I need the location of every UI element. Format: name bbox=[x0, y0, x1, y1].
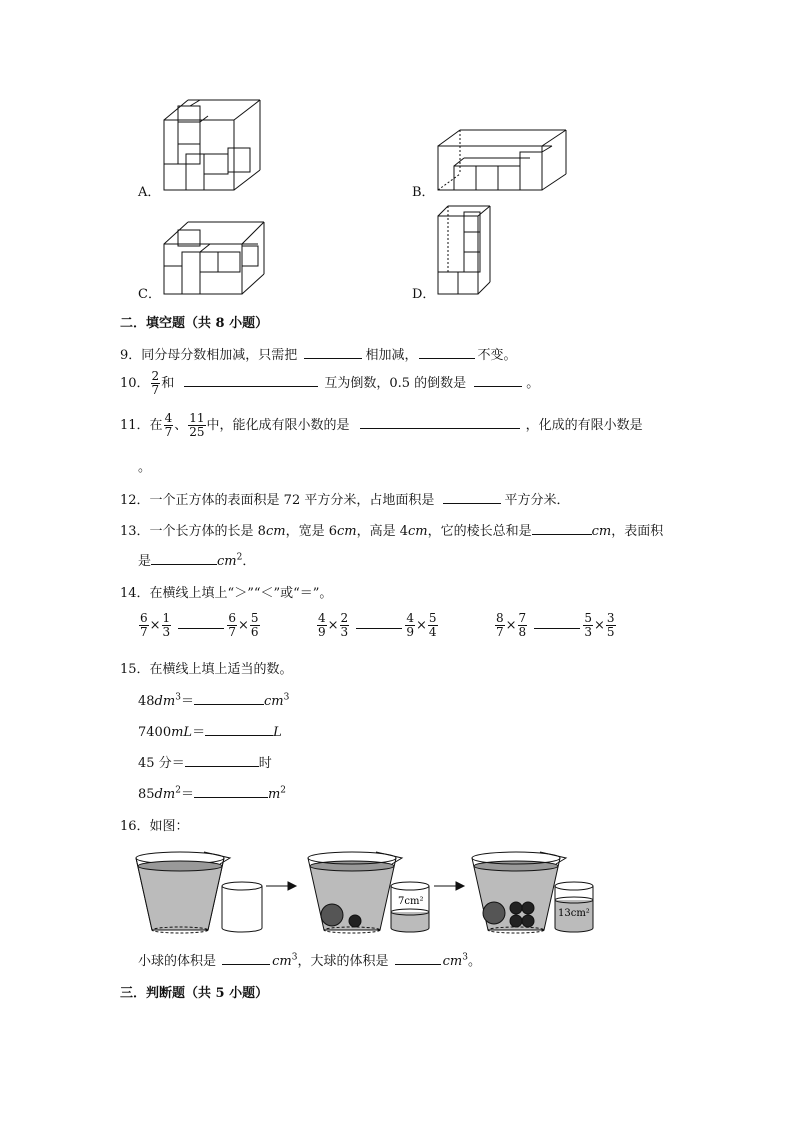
q16-beaker-diagram bbox=[134, 842, 604, 936]
q13-blank-1[interactable] bbox=[532, 522, 592, 535]
figure-option-a bbox=[160, 96, 270, 192]
q13-number: 13． bbox=[120, 524, 150, 539]
q14-group-1: $\frac{6}{7}$ × $\frac{1}{3}$ $\frac{6}{7}$ × $\frac{5}{6}$ bbox=[140, 611, 259, 639]
question-16 bbox=[120, 815, 189, 834]
q16-text: 如图： bbox=[149, 819, 189, 834]
q9-blank-2[interactable] bbox=[419, 346, 475, 359]
q16-blank-2[interactable] bbox=[395, 952, 441, 965]
question-15 bbox=[120, 658, 293, 677]
question-10 bbox=[120, 370, 539, 397]
option-b-label: B． bbox=[412, 185, 435, 200]
q9-blank-1[interactable] bbox=[304, 346, 362, 359]
q13-unit-sup: 2 bbox=[236, 552, 243, 563]
figure-option-c bbox=[160, 218, 268, 296]
q9-text-3: 不变。 bbox=[477, 348, 517, 363]
q10-text-2: 互为倒数，0.5 的倒数是 bbox=[324, 376, 467, 391]
q15-blank-3[interactable] bbox=[185, 754, 259, 767]
section-3-title: 三．判断题（共 5 小题） bbox=[120, 986, 269, 1001]
figure-option-d bbox=[434, 202, 494, 296]
q11-fraction-2: $\frac{11}{25}$ bbox=[189, 411, 205, 439]
q15-blank-4[interactable] bbox=[194, 785, 268, 798]
q11-blank-1[interactable] bbox=[360, 416, 520, 429]
q12-blank[interactable] bbox=[443, 491, 501, 504]
q13-text-5: ，表面积 bbox=[611, 524, 664, 539]
q16-text-2: ，大球的体积是 bbox=[297, 954, 389, 969]
q16-unit-2: cm bbox=[442, 954, 463, 969]
q16-end: 。 bbox=[468, 954, 482, 969]
q13-text-1: 一个长方体的长是 8 bbox=[149, 524, 266, 539]
option-a-label: A． bbox=[138, 185, 161, 200]
q16-answer bbox=[138, 950, 481, 969]
q16-blank-1[interactable] bbox=[222, 952, 270, 965]
q11-text-1: 在 bbox=[149, 418, 163, 433]
q13-text-3: ，高是 4 bbox=[356, 524, 408, 539]
q15-item-2: 7400mL＝ L bbox=[138, 725, 282, 740]
q14-group-2: $\frac{4}{9}$ × $\frac{2}{3}$ $\frac{4}{9}$ × $\frac{5}{4}$ bbox=[318, 611, 437, 639]
section-2-title: 二．填空题（共 8 小题） bbox=[120, 316, 269, 331]
q14-blank-1[interactable] bbox=[178, 616, 224, 629]
q13-text-4: ，它的棱长总和是 bbox=[427, 524, 532, 539]
q15-item-1: $48dm^3= cm^3$ bbox=[138, 692, 290, 709]
q15-item-3: 45 分＝ 时 bbox=[138, 756, 272, 771]
q12-text-2: 平方分米． bbox=[504, 493, 570, 508]
q11-fraction-1: $\frac{4}{7}$ bbox=[164, 411, 173, 439]
question-11 bbox=[120, 412, 643, 439]
q10-blank-1[interactable] bbox=[184, 374, 318, 387]
q9-text-2: 相加减， bbox=[365, 348, 418, 363]
q14-blank-3[interactable] bbox=[534, 616, 580, 629]
option-c-label: C． bbox=[138, 287, 161, 302]
q16-unit-1-sup: 3 bbox=[291, 952, 298, 963]
q14-group-3: $\frac{8}{7}$ × $\frac{7}{8}$ $\frac{5}{3}$ × $\frac{3}{5}$ bbox=[496, 611, 615, 639]
q16-text-1: 小球的体积是 bbox=[138, 954, 217, 969]
q11-text-4: 。 bbox=[138, 460, 152, 475]
q13-blank-2[interactable] bbox=[151, 552, 217, 565]
q12-text-1: 一个正方体的表面积是 72 平方分米，占地面积是 bbox=[149, 493, 435, 508]
q10-blank-2[interactable] bbox=[474, 374, 522, 387]
q13-text-7: ． bbox=[242, 554, 256, 569]
q10-text-3: 。 bbox=[526, 376, 540, 391]
q11-continuation bbox=[138, 456, 151, 475]
q15-blank-1[interactable] bbox=[194, 692, 264, 705]
q10-fraction: $\frac{2}{7}$ bbox=[151, 369, 160, 397]
cup2-label: 7cm² bbox=[398, 896, 424, 907]
q14-blank-2[interactable] bbox=[356, 616, 402, 629]
q14-text: 在横线上填上“＞”“＜”或“＝”。 bbox=[149, 586, 333, 601]
question-12 bbox=[120, 489, 570, 508]
q15-item-4: $85dm^2= m^2$ bbox=[138, 785, 287, 802]
figure-option-b bbox=[434, 126, 570, 192]
cup3-label: 13cm² bbox=[558, 908, 590, 919]
q11-text-3: ，化成的有限小数是 bbox=[525, 418, 643, 433]
question-13 bbox=[120, 520, 663, 539]
q11-number: 11． bbox=[120, 418, 150, 433]
q11-text-2: 中，能化成有限小数的是 bbox=[206, 418, 350, 433]
q15-blank-2[interactable] bbox=[205, 723, 273, 736]
q10-text-1: 和 bbox=[161, 376, 175, 391]
q14-number: 14． bbox=[120, 586, 150, 601]
q15-text: 在横线上填上适当的数。 bbox=[149, 662, 293, 677]
q10-number: 10． bbox=[120, 376, 150, 391]
q13-text-2: ，宽是 6 bbox=[285, 524, 337, 539]
q16-unit-1: cm bbox=[272, 954, 292, 969]
q9-text-1: 同分母分数相加减，只需把 bbox=[141, 348, 298, 363]
question-9 bbox=[120, 344, 516, 363]
q13-unit-height: cm bbox=[407, 524, 428, 539]
option-d-label: D． bbox=[412, 287, 436, 302]
q16-number: 16． bbox=[120, 819, 150, 834]
q13-unit-1: cm bbox=[591, 524, 612, 539]
q11-separator: 、 bbox=[174, 418, 188, 433]
q15-number: 15． bbox=[120, 662, 150, 677]
q13-unit-2: cm bbox=[217, 554, 237, 569]
q16-unit-2-sup: 3 bbox=[462, 952, 468, 963]
q13-unit-length: cm bbox=[265, 524, 286, 539]
q13-unit-width: cm bbox=[336, 524, 357, 539]
q13-continuation bbox=[138, 550, 255, 569]
q12-number: 12． bbox=[120, 493, 150, 508]
q13-text-6: 是 bbox=[138, 554, 152, 569]
q9-number: 9． bbox=[120, 348, 142, 363]
question-14 bbox=[120, 582, 332, 601]
